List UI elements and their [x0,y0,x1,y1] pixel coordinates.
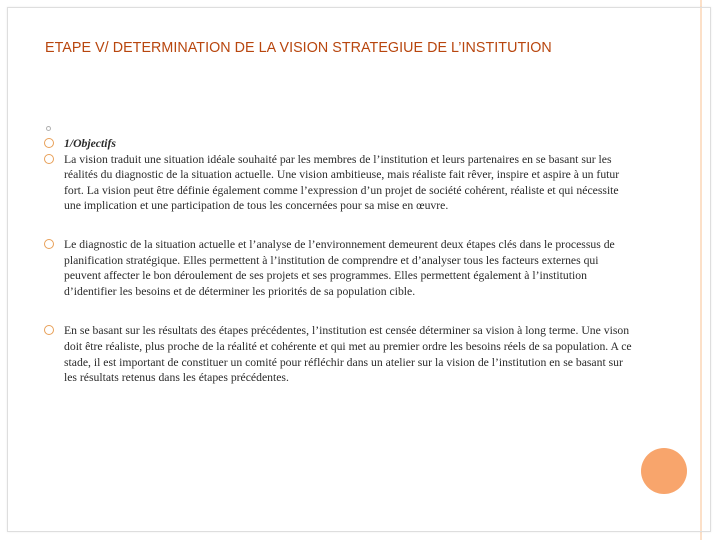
paragraph-text: En se basant sur les résultats des étapes précédentes, l’institution est censée déterminer sa vision à long terme. Une vison doit être réaliste, plus proche de la réalité et cohérente et qui met au premier ordre les besoins réels de sa population. A ce stade, il est important de constituer un comité pour réfléchir dans un atelier sur la vision de l’institution en se basant sur les résultats retenus dans les étapes précédentes. [64,324,632,385]
empty-bullet-marker [44,122,634,136]
list-item [44,323,634,385]
paragraph-text: Le diagnostic de la situation actuelle et l’analyse de l’environnement demeurent deux étapes clés dans le processus de planification stratégique. Elles permettent à l’institution de comprendre et d’analyser tous les facteurs externes qui peuvent affecter le bon déroulement de ses projets et ses programmes. Elles permettent également à l’institution d’identifier les besoins et de déterminer les priorités de sa population cible. [64,237,615,298]
circle-bullet-icon [44,154,54,164]
circle-bullet-icon [44,239,54,249]
circle-bullet-icon [44,325,54,335]
list-item-heading [44,136,634,152]
objectives-heading: 1/Objectifs [64,137,116,150]
small-circle-icon [46,126,51,131]
circle-bullet-icon [44,138,54,148]
paragraph-text: La vision traduit une situation idéale souhaité par les membres de l’institution et leurs partenaires en se basant sur les réalités du diagnostic de la situation actuelle. Une vision ambitieuse, mais réaliste fait rêver, inspire et aspire à un futur fort. La vision peut être définie également comme l’expression d’un projet de société cohérent, réaliste et qui nécessite une implication et une participation de tous les concernées pour sa mise en œuvre. [64,152,620,213]
list-item [44,152,634,214]
slide-title: ETAPE V/ DETERMINATION DE LA VISION STRATEGIUE DE L’INSTITUTION [45,40,552,56]
slide-body [44,122,634,386]
list-item [44,237,634,299]
decorative-circle [641,448,687,494]
